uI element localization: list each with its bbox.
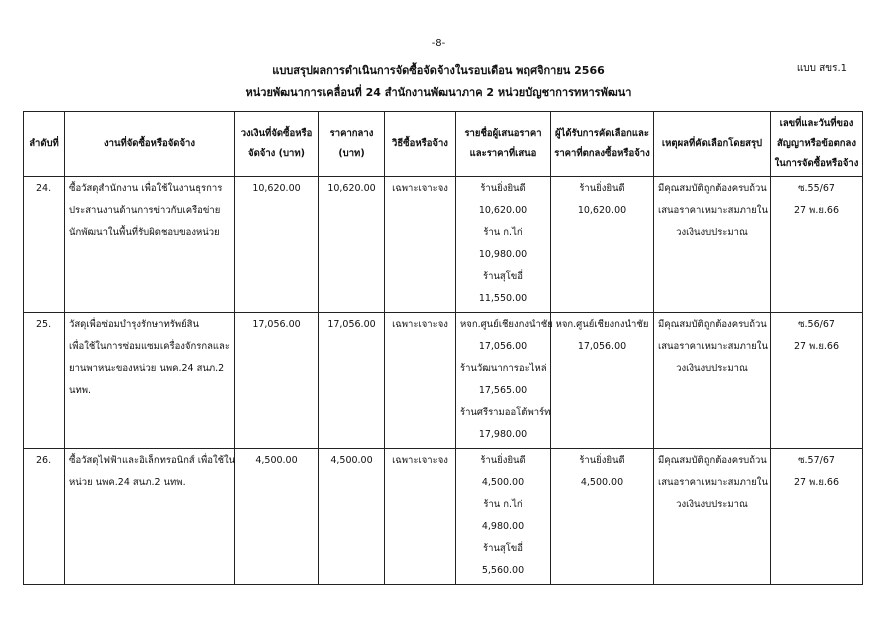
row-bidders [456, 313, 551, 449]
reason-line: เสนอราคาเหมาะสมภายใน [658, 341, 768, 352]
row-budget: 10,620.00 [235, 177, 319, 313]
reason-line: เสนอราคาเหมาะสมภายใน [658, 205, 768, 216]
row-method: เฉพาะเจาะจง [385, 449, 456, 585]
header-contract-line3: ในการจัดซื้อหรือจ้าง [774, 158, 859, 169]
row-reason [654, 313, 771, 449]
header-item: งานที่จัดซื้อหรือจัดจ้าง [65, 112, 235, 177]
row-method: เฉพาะเจาะจง [385, 313, 456, 449]
row-item-line: เพื่อใช้ในการซ่อมแซมเครื่องจักรกลและ [69, 341, 230, 352]
page-number: -8- [431, 38, 446, 49]
bidder-name: ร้าน ก.ไก่ [483, 499, 523, 510]
bidder-name: ร้านศรีรามออโต้พาร์ท [460, 407, 551, 418]
row-bidders [456, 449, 551, 585]
bidder-price: 17,980.00 [478, 429, 528, 440]
bidder-price: 17,056.00 [478, 341, 528, 352]
bidder-name: ร้านสุโขอี่ [482, 543, 524, 554]
row-no: 24. [24, 177, 65, 313]
row-contract [771, 449, 863, 585]
row-winner [551, 313, 654, 449]
header-median-line1: ราคากลาง [329, 128, 374, 139]
row-item [65, 177, 235, 313]
row-no: 25. [24, 313, 65, 449]
bidder-name: ร้านวัฒนาการอะไหล่ [460, 363, 547, 374]
reason-line: มีคุณสมบัติถูกต้องครบถ้วน [658, 183, 767, 194]
header-reason: เหตุผลที่คัดเลือกโดยสรุป [654, 112, 771, 177]
header-bidders-line1: รายชื่อผู้เสนอราคา [464, 128, 542, 139]
header-bidders-line2: และราคาที่เสนอ [469, 148, 537, 159]
contract-no: ซ.55/67 [798, 183, 835, 194]
table-row [24, 449, 863, 585]
row-reason [654, 449, 771, 585]
row-no: 26. [24, 449, 65, 585]
header-budget [235, 112, 319, 177]
table-row [24, 313, 863, 449]
winner-name: ร้านยิ่งยินดี [579, 183, 625, 194]
report-title: แบบสรุปผลการดำเนินการจัดซื้อจัดจ้างในรอบเดือน พฤศจิกายน 2566 [272, 64, 605, 77]
row-method: เฉพาะเจาะจง [385, 177, 456, 313]
row-item [65, 449, 235, 585]
winner-name: หจก.ศูนย์เชียงกงนำชัย [555, 319, 649, 330]
reason-line: มีคุณสมบัติถูกต้องครบถ้วน [658, 319, 767, 330]
bidder-price: 5,560.00 [481, 565, 525, 576]
row-reason [654, 177, 771, 313]
winner-price: 4,500.00 [580, 477, 624, 488]
header-method: วิธีซื้อหรือจ้าง [385, 112, 456, 177]
reason-line: วงเงินงบประมาณ [676, 227, 748, 238]
header-contract-line1: เลขที่และวันที่ของ [779, 118, 854, 129]
table-row [24, 177, 863, 313]
bidder-name: ร้านยิ่งยินดี [480, 183, 526, 194]
header-bidders [456, 112, 551, 177]
header-budget-line1: วงเงินที่จัดซื้อหรือ [240, 128, 313, 139]
contract-no: ซ.56/67 [798, 319, 835, 330]
header-winner-line1: ผู้ได้รับการคัดเลือกและ [555, 128, 649, 139]
row-item-line: ประสานงานด้านการข่าวกับเครือข่าย [69, 205, 221, 216]
row-item-line: นักพัฒนาในพื้นที่รับผิดชอบของหน่วย [69, 227, 220, 238]
row-median: 4,500.00 [319, 449, 385, 585]
bidder-price: 11,550.00 [478, 293, 528, 304]
winner-price: 10,620.00 [577, 205, 627, 216]
header-row [24, 112, 863, 177]
row-contract [771, 313, 863, 449]
reason-line: มีคุณสมบัติถูกต้องครบถ้วน [658, 455, 767, 466]
row-contract [771, 177, 863, 313]
contract-no: ซ.57/67 [798, 455, 835, 466]
row-item-line: หน่วย นพค.24 สนภ.2 นทพ. [69, 477, 186, 488]
reason-line: เสนอราคาเหมาะสมภายใน [658, 477, 768, 488]
bidder-name: ร้านยิ่งยินดี [480, 455, 526, 466]
row-budget: 4,500.00 [235, 449, 319, 585]
header-budget-line2: จัดจ้าง (บาท) [248, 148, 305, 159]
bidder-name: ร้าน ก.ไก่ [483, 227, 523, 238]
bidder-price: 10,620.00 [478, 205, 528, 216]
row-item-line: วัสดุเพื่อซ่อมบำรุงรักษาทรัพย์สิน [69, 319, 199, 330]
bidder-price: 4,500.00 [481, 477, 525, 488]
row-item-line: ซื้อวัสดุไฟฟ้าและอิเล็กทรอนิกส์ เพื่อใช้ใน [69, 455, 236, 466]
header-winner-line2: ราคาที่ตกลงซื้อหรือจ้าง [554, 148, 650, 159]
reason-line: วงเงินงบประมาณ [676, 363, 748, 374]
row-item-line: ยานพาหนะของหน่วย นพค.24 สนภ.2 [69, 363, 225, 374]
row-median: 17,056.00 [319, 313, 385, 449]
winner-name: ร้านยิ่งยินดี [579, 455, 625, 466]
contract-date: 27 พ.ย.66 [793, 477, 840, 488]
header-median-line2: (บาท) [338, 148, 365, 159]
header-contract-line2: สัญญาหรือข้อตกลง [777, 138, 856, 149]
report-subtitle: หน่วยพัฒนาการเคลื่อนที่ 24 สำนักงานพัฒนาภาค 2 หน่วยบัญชาการทหารพัฒนา [245, 86, 632, 99]
row-winner [551, 449, 654, 585]
row-item-line: ซื้อวัสดุสำนักงาน เพื่อใช้ในงานธุรการ [69, 183, 223, 194]
row-bidders [456, 177, 551, 313]
bidder-name: หจก.ศูนย์เชียงกงนำชัย [460, 319, 553, 330]
row-budget: 17,056.00 [235, 313, 319, 449]
row-median: 10,620.00 [319, 177, 385, 313]
row-item-line: นทพ. [69, 385, 92, 396]
header-contract [771, 112, 863, 177]
form-code: แบบ สขร.1 [796, 63, 847, 74]
header-winner [551, 112, 654, 177]
bidder-price: 17,565.00 [478, 385, 528, 396]
contract-date: 27 พ.ย.66 [793, 205, 840, 216]
contract-date: 27 พ.ย.66 [793, 341, 840, 352]
bidder-price: 4,980.00 [481, 521, 525, 532]
winner-price: 17,056.00 [577, 341, 627, 352]
header-median [319, 112, 385, 177]
bidder-price: 10,980.00 [478, 249, 528, 260]
procurement-table [23, 111, 863, 585]
bidder-name: ร้านสุโขอี่ [482, 271, 524, 282]
reason-line: วงเงินงบประมาณ [676, 499, 748, 510]
header-no: ลำดับที่ [24, 112, 65, 177]
row-item [65, 313, 235, 449]
row-winner [551, 177, 654, 313]
